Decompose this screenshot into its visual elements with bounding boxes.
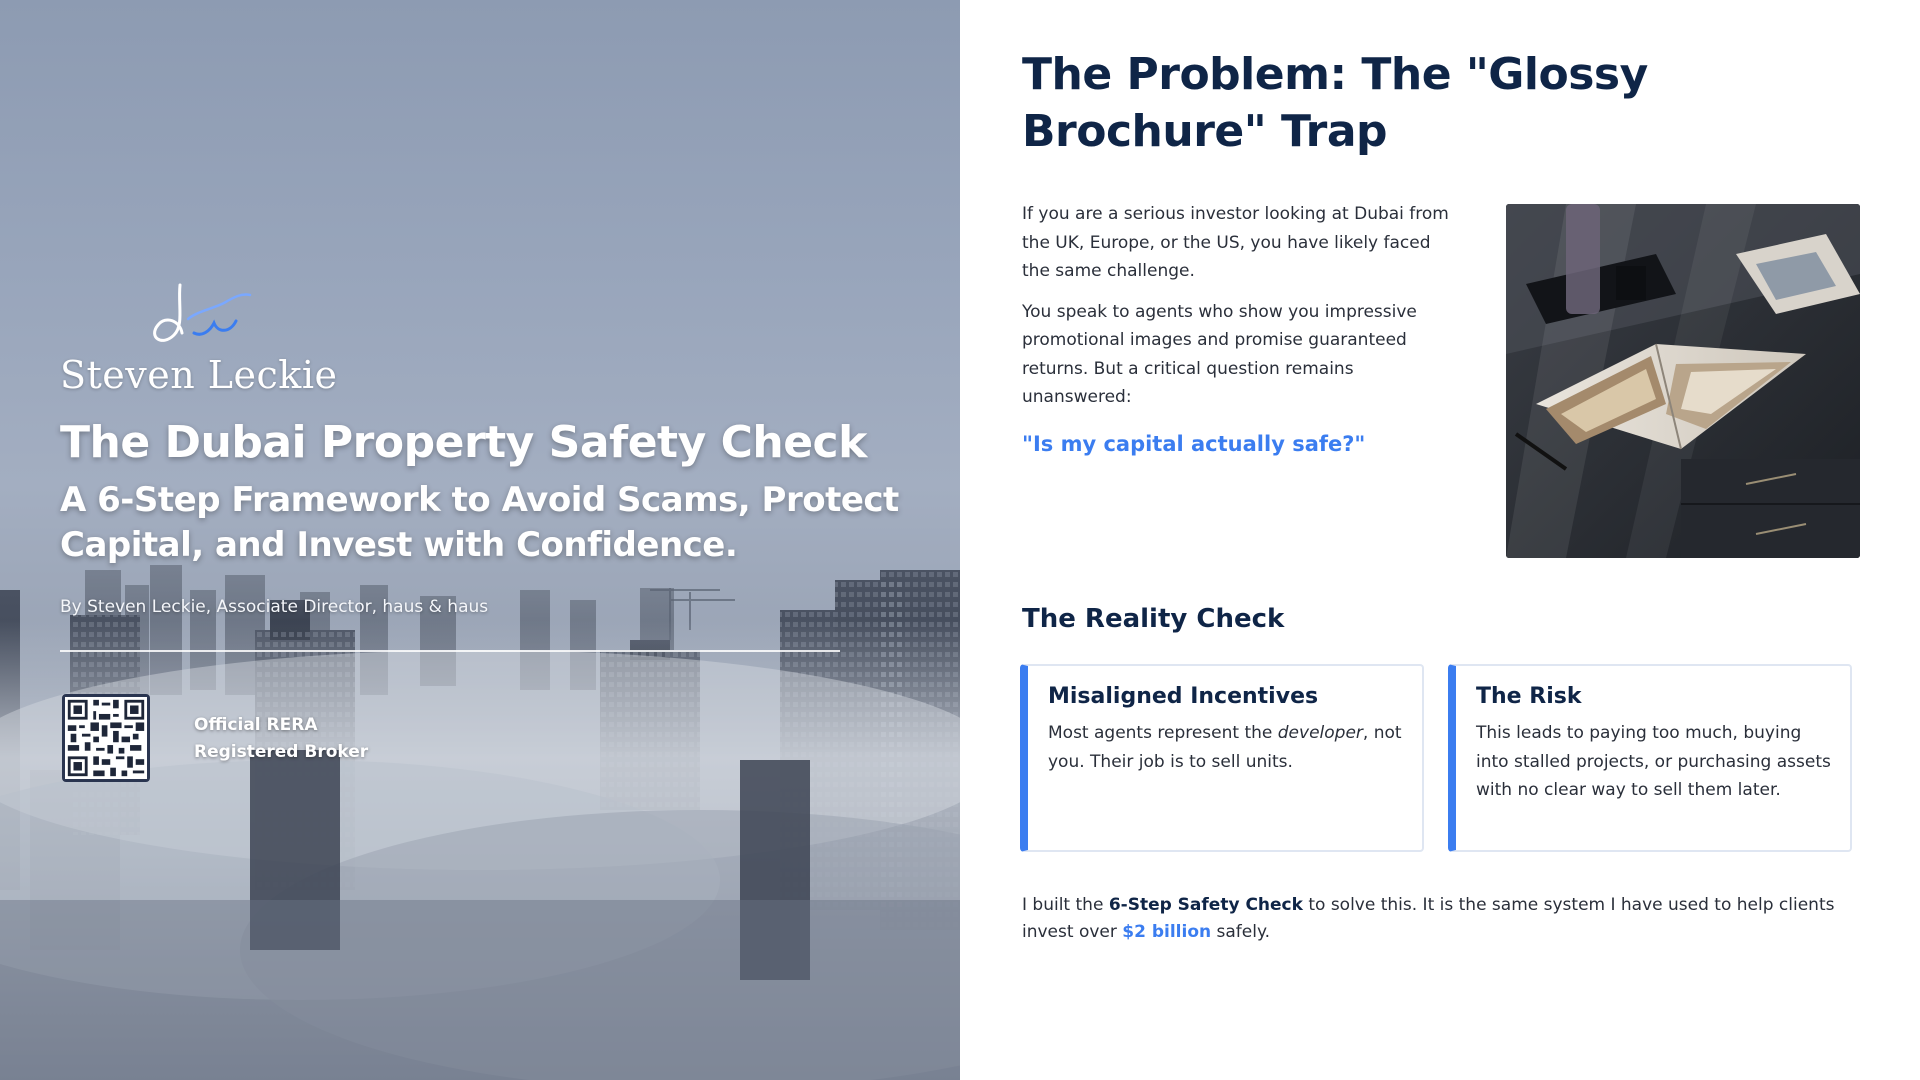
divider <box>60 650 840 652</box>
closing-text: safely. <box>1211 922 1270 943</box>
card-body <box>1048 719 1404 776</box>
closing-text: I built the <box>1022 895 1109 915</box>
card-the-risk <box>1448 664 1852 852</box>
logo <box>60 275 350 395</box>
card-body-text: Most agents represent the <box>1048 723 1278 743</box>
closing-bold: 6-Step Safety Check <box>1108 895 1303 915</box>
pull-quote: "Is my capital actually safe?" <box>1022 432 1366 456</box>
cover-subtitle: A 6-Step Framework to Avoid Scams, Protect Capital, and Invest with Confidence. <box>60 480 899 565</box>
author-byline: By Steven Leckie, Associate Director, haus & haus <box>60 597 489 617</box>
closing-statement <box>1022 892 1872 946</box>
qr-code-icon <box>65 697 147 779</box>
closing-highlight: $2 billion <box>1122 922 1212 943</box>
signature-mark-icon <box>140 275 260 355</box>
closing-text: to solve this. It is the same system I have used to help clients invest over <box>1022 895 1835 943</box>
logo-name: Steven Leckie <box>60 353 338 397</box>
broker-credential <box>194 712 368 766</box>
card-body: This leads to paying too much, buying into stalled projects, or purchasing assets with no clear way to sell them later. <box>1476 723 1831 801</box>
broker-line-2: Registered Broker <box>194 742 369 763</box>
card-title: Misaligned Incentives <box>1048 684 1319 709</box>
brochure-photo <box>1506 204 1860 558</box>
broker-line-1: Official RERA <box>194 715 318 735</box>
qr-code[interactable] <box>62 694 150 782</box>
card-title: The Risk <box>1476 684 1582 709</box>
intro-paragraph-1: If you are a serious investor looking at Dubai from the UK, Europe, or the US, you have likely faced the same challenge. <box>1022 204 1449 282</box>
page-title: The Problem: The "Glossy Brochure" Trap <box>1022 49 1648 158</box>
cover-title: The Dubai Property Safety Check <box>60 417 867 468</box>
intro-paragraph-2: You speak to agents who show you impressive promotional images and promise guaranteed returns. But a critical question remains unanswered: <box>1022 301 1417 408</box>
card-body-emphasis: developer <box>1277 723 1363 743</box>
brochure-on-desk-image <box>1506 204 1860 558</box>
content-panel <box>960 0 1920 1080</box>
card-body-text: , not you. Their job is to sell units. <box>1048 723 1402 772</box>
card-misaligned-incentives <box>1020 664 1424 852</box>
intro-text <box>1022 200 1462 424</box>
section-title-reality-check: The Reality Check <box>1022 604 1285 634</box>
